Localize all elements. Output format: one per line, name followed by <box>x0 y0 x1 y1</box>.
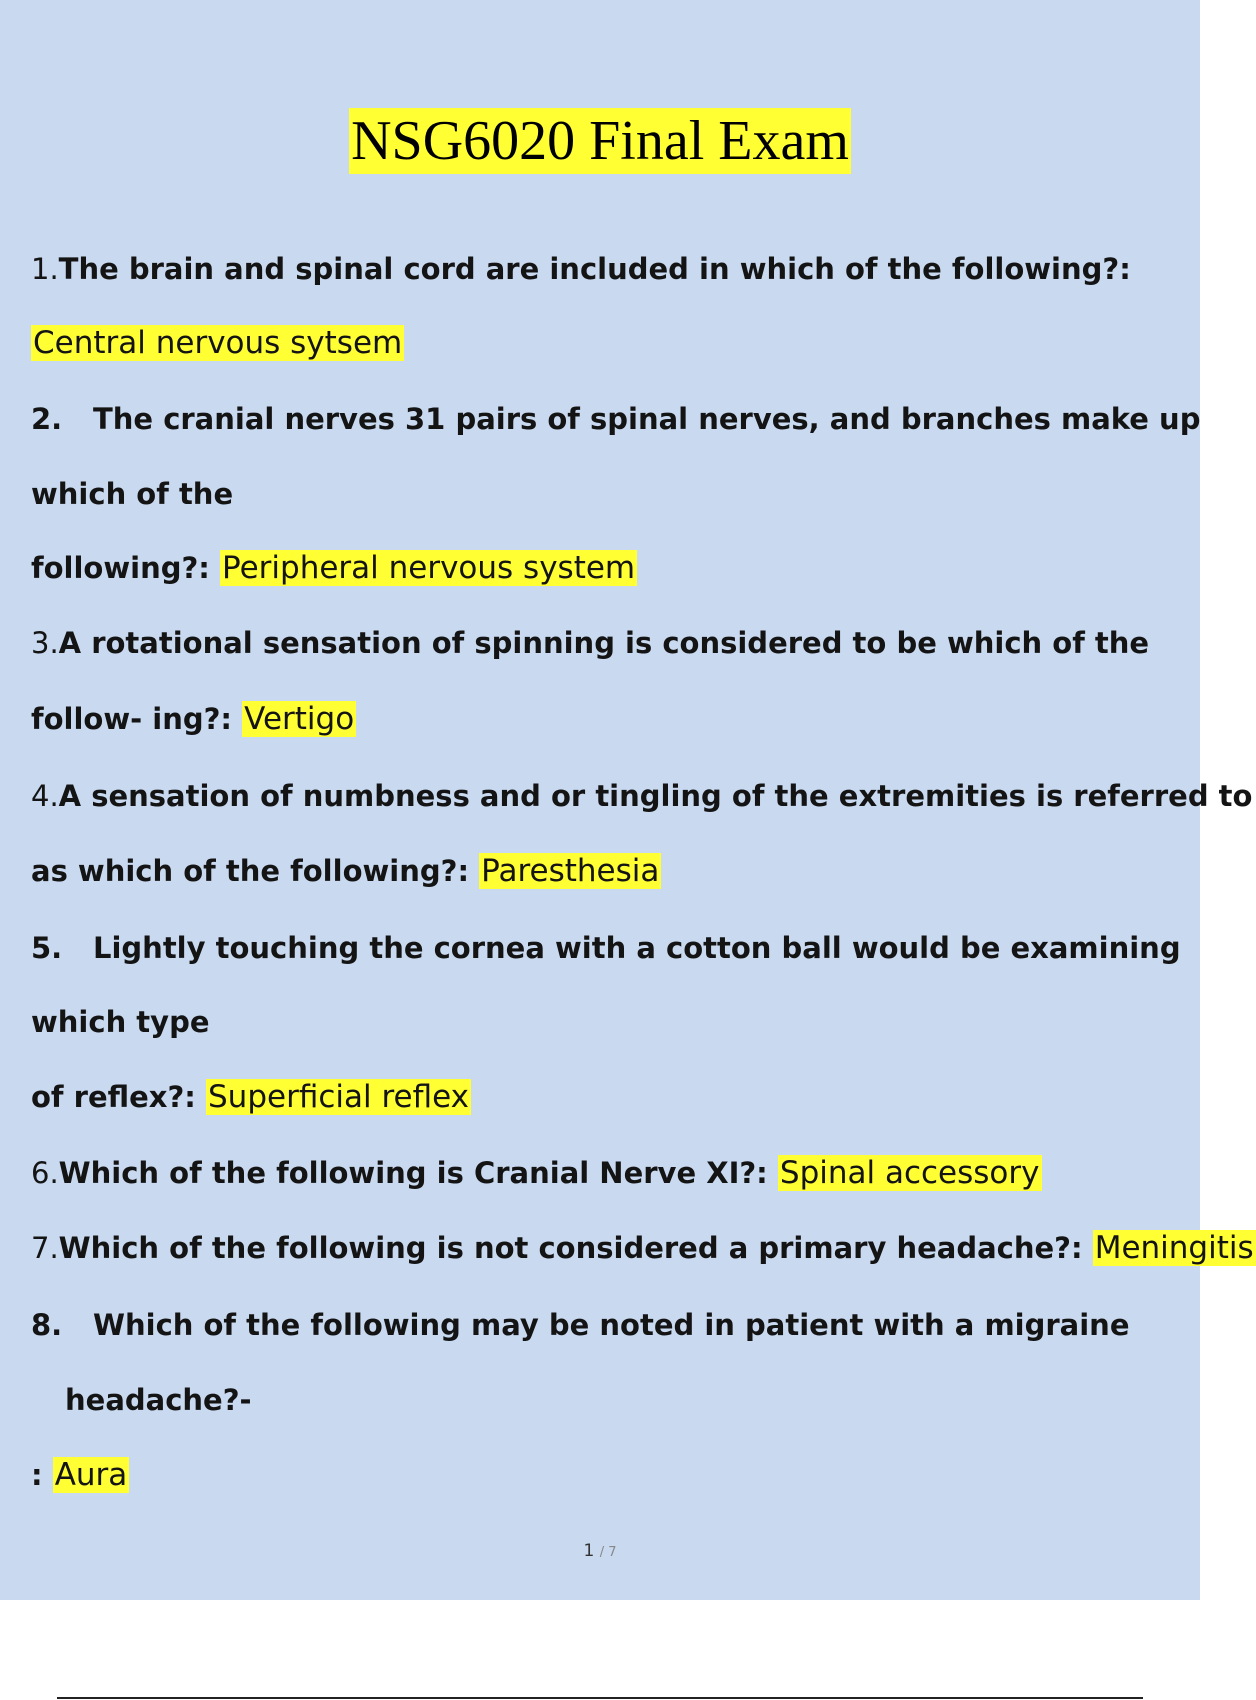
question-2-number: 2. <box>31 402 63 436</box>
title-container <box>0 108 1200 174</box>
document-title: NSG6020 Final Exam <box>351 110 849 172</box>
footer-divider <box>57 1697 1143 1699</box>
question-3-text: A rotational sensation of spinning is considered to be which of the <box>58 626 1150 660</box>
question-4-text: A sensation of numbness and or tingling of the extremities is referred to <box>58 779 1253 813</box>
question-6-line-1 <box>31 1153 1200 1193</box>
question-3-answer: Vertigo <box>244 701 355 737</box>
question-5-text-3: of reflex?: <box>31 1080 206 1114</box>
page-total: / 7 <box>599 1545 617 1560</box>
question-5-line-1 <box>31 928 1200 968</box>
question-5-line-3 <box>31 1077 1200 1117</box>
question-8-text: Which of the following may be noted in patient with a migraine <box>93 1308 1130 1342</box>
question-4-text-2: as which of the following?: <box>31 854 480 888</box>
question-7-number: 7. <box>31 1231 59 1265</box>
question-7-line-1 <box>31 1228 1254 1268</box>
question-1-line-1 <box>31 249 1200 289</box>
question-6-answer: Spinal accessory <box>779 1155 1040 1191</box>
question-2-text-2: which of the <box>31 477 234 511</box>
question-5-text-2: which type <box>31 1005 210 1039</box>
question-5-number: 5. <box>31 931 63 965</box>
question-5-line-2 <box>31 1002 1200 1042</box>
question-8-number: 8. <box>31 1308 63 1342</box>
question-6-text: Which of the following is Cranial Nerve XI?: <box>58 1156 778 1190</box>
question-2-line-3 <box>31 548 1200 588</box>
question-5-text: Lightly touching the cornea with a cotton ball would be examining <box>93 931 1181 965</box>
question-4-line-1 <box>31 776 1253 816</box>
question-8-answer: Aura <box>54 1457 128 1493</box>
question-3-line-1 <box>31 623 1200 663</box>
question-8-line-2 <box>65 1380 1200 1420</box>
question-4-number: 4. <box>31 779 59 813</box>
question-2-line-1 <box>31 399 1200 439</box>
question-4-answer: Paresthesia <box>481 853 660 889</box>
question-7-text: Which of the following is not considered a primary headache?: <box>58 1231 1093 1265</box>
question-2-text: The cranial nerves 31 pairs of spinal nerves, and branches make up <box>93 402 1201 436</box>
question-4-line-2 <box>31 851 1200 891</box>
question-2-answer: Peripheral nervous system <box>222 550 636 586</box>
question-8-text-2: headache?- <box>65 1383 252 1417</box>
question-1-number: 1. <box>31 252 59 286</box>
question-8-line-1 <box>31 1305 1200 1345</box>
question-8-line-3 <box>31 1455 1200 1495</box>
question-3-line-2 <box>31 699 1200 739</box>
question-7-answer: Meningitis <box>1094 1230 1254 1266</box>
question-3-number: 3. <box>31 626 59 660</box>
question-1-answer-line <box>31 323 1200 363</box>
question-6-number: 6. <box>31 1156 59 1190</box>
question-2-text-3: following?: <box>31 551 220 585</box>
page-number <box>0 1541 1200 1561</box>
question-5-answer: Superficial reflex <box>208 1079 470 1115</box>
question-8-text-3: : <box>31 1458 53 1492</box>
question-1-answer: Central nervous sytsem <box>33 325 403 361</box>
question-2-line-2 <box>31 474 1200 514</box>
question-1-text: The brain and spinal cord are included in which of the following?: <box>58 252 1131 286</box>
page-current: 1 <box>583 1541 595 1561</box>
question-3-text-2: follow- ing?: <box>31 702 243 736</box>
